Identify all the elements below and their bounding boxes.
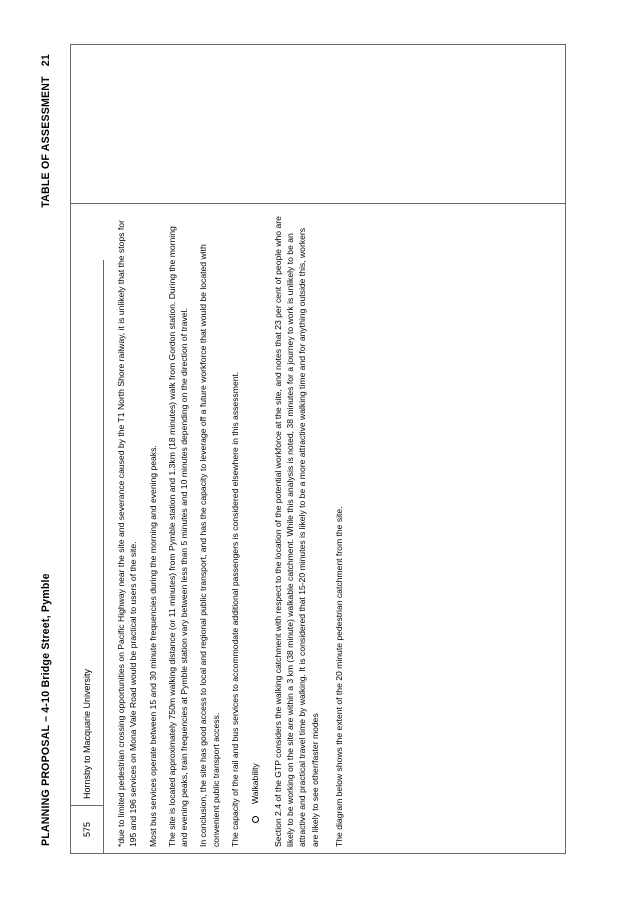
page-number: 21 — [40, 54, 52, 67]
section-title: TABLE OF ASSESSMENT — [40, 76, 52, 208]
paragraph-walking-catchment: Section 2.4 of the GTP considers the walking catchment with respect to the location of the potential workforce at the site, and notes that 23 per cent of people who are likely to be working on the site are within a 3 km (38 minute) walkable catchment. While this analysis is noted, 38 minutes for a journey to work is unlikely to be an attractive and practical travel time by walking. It is considered that 15-20 minutes is likely to be a more attractive walking time and for anything outside this, workers are likely to see other/faster modes — [272, 216, 320, 847]
paragraph-crossing-note: *due to limited pedestrian crossing opportunities on Pacific Highway near the site and severance caused by the T1 North Shore railway, it is unlikely that the stops for 195 and 196 services on Mona Vale Road would be practical to users of the site. — [116, 220, 139, 847]
bullet-label: Walkability — [250, 763, 261, 804]
hollow-bullet-icon — [252, 816, 259, 823]
route-name: Hornsby to Macquarie University — [71, 260, 104, 805]
paragraph-station-distance: The site is located approximately 750m walking distance (or 11 minutes) from Pymble station and 1.3km (18 minutes) walk from Gordon station. During the morning and evening peaks, train frequencies at Pymble station vary between less than 5 minutes and 10 minutes depending on the direction of travel. — [166, 226, 190, 847]
walkability-bullet — [249, 215, 261, 823]
section-title-block — [40, 54, 52, 208]
comments-column — [71, 45, 565, 203]
paragraph-capacity: The capacity of the rail and bus services to accommodate additional passengers is considered elsewhere in this assessment. — [230, 371, 241, 847]
assessment-table — [70, 44, 566, 854]
document-title: PLANNING PROPOSAL – 4-10 Bridge Street, Pymble — [40, 573, 52, 846]
paragraph-conclusion: In conclusion, the site has good access to local and regional public transport, and has the capacity to leverage off a future workforce that would be located with convenient public transport access. — [198, 244, 221, 847]
bus-route-row — [71, 208, 104, 853]
assessment-column — [71, 203, 565, 853]
route-number: 575 — [71, 805, 104, 853]
paragraph-bus-frequency: Most bus services operate between 15 and 30 minute frequencies during the morning and evening peaks. — [147, 445, 158, 847]
paragraph-diagram-intro: The diagram below shows the extent of the 20 minute pedestrian catchment from the site. — [333, 506, 344, 847]
assessment-text — [115, 215, 352, 847]
